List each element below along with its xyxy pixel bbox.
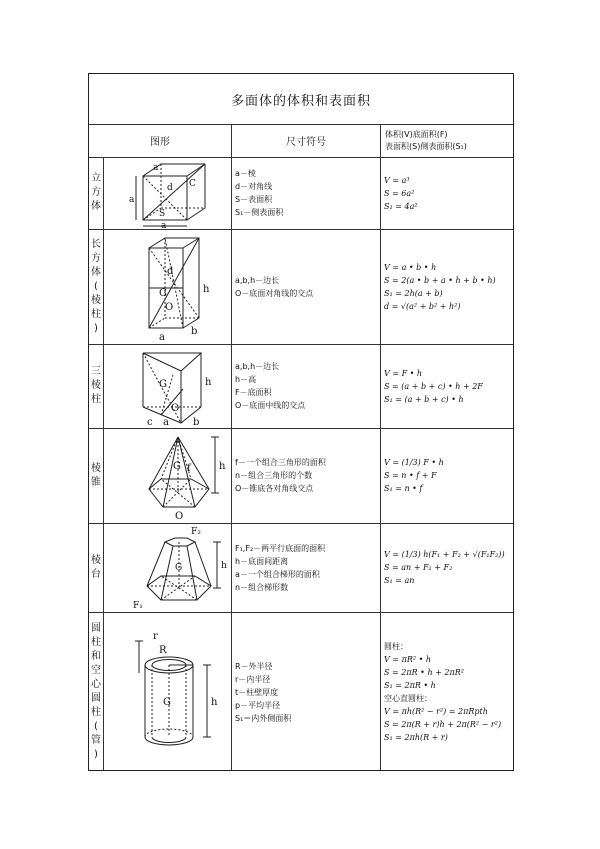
formulas-cuboid <box>381 229 515 344</box>
row-name-cube <box>89 157 103 229</box>
symbols-cylinder <box>232 612 380 772</box>
row-name-char: 方 <box>91 252 101 264</box>
symbols-cube <box>232 157 380 229</box>
formula-line: V = a • b • h <box>384 262 437 272</box>
formula-table <box>88 73 514 771</box>
formula-line: S₁ = an <box>384 576 415 585</box>
row-name-frustum <box>89 523 103 612</box>
formula-line: V = (1/3) F • h <box>384 458 444 467</box>
row-name-char: 棱 <box>91 294 101 306</box>
tri-prism-diagram <box>103 345 231 428</box>
formula-line: S = (a + b + c) • h + 2F <box>384 381 483 391</box>
symbol-line: n－组合梯形数 <box>235 582 289 592</box>
figure-label: G <box>163 697 171 708</box>
row-name-pyramid <box>89 428 103 523</box>
symbols-frustum <box>232 523 380 612</box>
formula-line: S₁ = 2πR • h <box>384 681 436 690</box>
symbol-line: F－底面积 <box>235 388 272 397</box>
header-formulas <box>381 124 515 157</box>
figure-label: h <box>205 377 212 388</box>
cuboid-diagram <box>103 230 231 344</box>
formulas-pyramid <box>381 428 515 523</box>
formula-line: S = 6a² <box>384 188 415 198</box>
row-name-char: 体 <box>91 266 101 278</box>
figure-label: a <box>163 417 169 428</box>
figure-label: r <box>153 631 158 642</box>
formula-line: S = 2πR • h + 2πR² <box>384 668 464 677</box>
figure-label: f <box>187 463 191 474</box>
symbols-pyramid <box>232 428 380 523</box>
row-name-char: 方 <box>91 187 101 198</box>
row-name-char: ) <box>94 749 98 760</box>
symbol-line: a－棱 <box>235 169 256 178</box>
formula-line: V = F • h <box>384 368 423 378</box>
pyramid-diagram <box>103 429 231 523</box>
figure-label: a <box>159 332 165 343</box>
symbol-line: R－外半径 <box>235 661 273 671</box>
row-name-char: ( <box>94 280 98 292</box>
formula-line: S = n • f + F <box>384 471 437 480</box>
header-formula-line1: 体积(V)底面积(F) <box>385 129 448 139</box>
figure-label: O <box>165 302 174 313</box>
formula-line: S = 2π(R + r)h + 2π(R² − r²) <box>384 720 502 729</box>
figure-label: b <box>193 417 200 428</box>
row-name-char: 圆 <box>91 623 101 634</box>
symbol-line: S－表面积 <box>235 195 273 204</box>
formulas-tri-prism <box>381 344 515 428</box>
formula-line: V = πR² • h <box>384 655 432 664</box>
figure-label: h <box>221 561 227 571</box>
symbol-line: S₁＝内外侧面积 <box>235 713 292 723</box>
figure-label: d <box>167 183 173 193</box>
row-name-char: ) <box>94 322 98 334</box>
formula-line: S₁ = 4a² <box>384 201 418 211</box>
formula-line: S₁ = 2πh(R + r) <box>384 733 448 742</box>
symbol-line: a,b,h－边长 <box>235 362 280 371</box>
symbol-line: S₁－侧表面积 <box>235 208 284 217</box>
table-title: 多面体的体积和表面积 <box>230 93 371 109</box>
figure-label: F₁ <box>133 601 143 611</box>
figure-label: O <box>171 403 180 414</box>
frustum-diagram <box>103 524 231 612</box>
formula-line: V = a³ <box>384 175 410 185</box>
symbol-line: d－对角线 <box>235 182 273 191</box>
row-name-char: 和 <box>91 651 101 662</box>
row-name-char: 柱 <box>91 707 101 718</box>
row-name-char: 台 <box>91 568 101 580</box>
formula-heading: 空心直圆柱： <box>384 694 432 703</box>
formula-line: S₁ = (a + b + c) • h <box>384 394 464 404</box>
row-name-char: 空 <box>91 665 101 676</box>
symbol-line: n－组合三角形的个数 <box>235 471 313 480</box>
symbol-line: F₁,F₂－两平行底面的面积 <box>235 543 326 553</box>
figure-label: C <box>189 179 196 189</box>
row-name-char: 柱 <box>91 308 101 320</box>
cylinder-diagram <box>103 613 231 772</box>
symbol-line: f－一个组合三角形的面积 <box>235 458 326 467</box>
formula-line: d = √(a² + b² + h²) <box>384 301 461 311</box>
header-symbols: 尺寸符号 <box>286 137 326 148</box>
symbol-line: h－高 <box>235 375 257 384</box>
row-name-char: 棱 <box>91 380 101 391</box>
row-name-char: 立 <box>91 173 101 184</box>
row-name-char: 长 <box>91 238 101 250</box>
symbol-line: a,b,h－边长 <box>235 275 280 285</box>
row-name-char: 柱 <box>91 394 101 405</box>
symbol-line: r－内半径 <box>235 674 271 684</box>
figure-label: O <box>175 511 184 522</box>
symbols-tri-prism <box>232 344 380 428</box>
cube-figure <box>103 158 231 229</box>
symbols-cuboid <box>232 229 380 344</box>
row-name-cuboid <box>89 229 103 344</box>
figure-label: h <box>203 284 210 295</box>
formulas-frustum <box>381 523 515 612</box>
figure-label: G <box>159 288 167 299</box>
formula-line: S₁ = 2h(a + b) <box>384 288 443 298</box>
tri-prism-figure <box>103 345 231 428</box>
figure-label: R <box>159 645 167 656</box>
cube-diagram <box>103 158 231 229</box>
header-formula-line2: 表面积(S)侧表面积(S₁) <box>385 141 467 151</box>
frustum-figure <box>103 524 231 612</box>
row-name-cylinder <box>89 612 103 772</box>
symbol-line: t－柱壁厚度 <box>235 687 279 697</box>
formula-line: S₁ = n • f <box>384 484 423 493</box>
figure-label: h <box>211 697 218 708</box>
figure-label: c <box>147 417 153 428</box>
figure-label: G <box>159 379 167 390</box>
symbol-line: O－锥底各对角线交点 <box>235 484 314 493</box>
figure-label: b <box>191 326 198 337</box>
formula-line: V = (1/3) h(F₁ + F₂ + √(F₁F₂)) <box>384 550 505 559</box>
symbol-line: a－一个组合梯形的面积 <box>235 569 320 579</box>
symbol-line: O－底面对角线的交点 <box>235 288 314 298</box>
row-name-char: 心 <box>91 679 101 690</box>
cuboid-figure <box>103 230 231 344</box>
formulas-cube <box>381 157 515 229</box>
figure-label: h <box>219 461 226 472</box>
figure-label: G <box>175 563 183 573</box>
figure-label: a <box>161 221 167 229</box>
formula-line: S = 2(a • b + a • h + b • h) <box>384 275 496 285</box>
symbol-line: h－底面间距离 <box>235 556 289 566</box>
pyramid-figure <box>103 429 231 523</box>
row-name-tri-prism <box>89 344 103 428</box>
symbol-line: O－底面中线的交点 <box>235 401 306 410</box>
figure-label: S <box>159 209 166 219</box>
formula-line: V = πh(R² − r²) = 2πRpth <box>384 707 488 716</box>
row-name-char: 柱 <box>91 637 101 648</box>
cylinder-figure <box>103 613 231 772</box>
row-name-char: 棱 <box>91 462 101 474</box>
row-name-char: 棱 <box>91 554 101 566</box>
figure-label: G <box>173 461 181 472</box>
figure-label: a <box>153 163 159 173</box>
formula-heading: 圆柱： <box>384 642 408 651</box>
header-figure: 图形 <box>150 137 170 148</box>
formulas-cylinder <box>381 612 515 772</box>
row-name-char: 管 <box>91 735 101 746</box>
row-name-char: ( <box>94 721 98 732</box>
formula-line: S = an + F₁ + F₂ <box>384 563 453 572</box>
figure-label: F₂ <box>191 527 201 537</box>
figure-label: d <box>167 266 174 277</box>
symbol-line: p－平均半径 <box>235 700 281 710</box>
row-name-char: 三 <box>91 366 101 377</box>
row-name-char: 体 <box>91 201 101 212</box>
figure-label: a <box>129 195 135 205</box>
row-name-char: 圆 <box>91 693 101 704</box>
row-name-char: 锥 <box>91 476 101 488</box>
